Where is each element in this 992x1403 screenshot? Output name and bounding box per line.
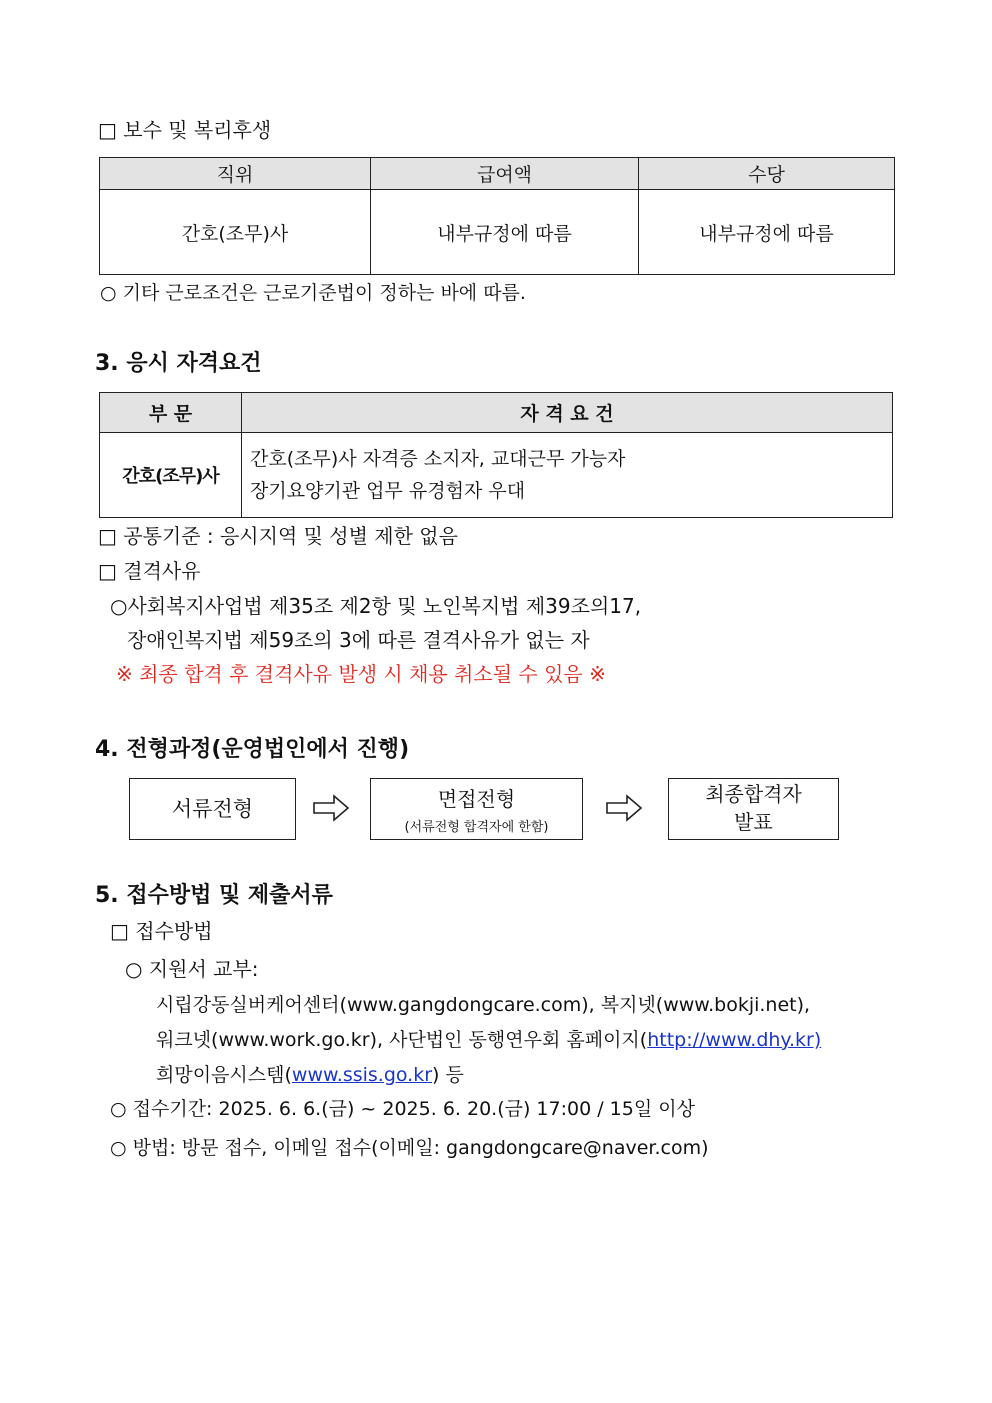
- process-step-final: [668, 778, 839, 840]
- distribution-line1: 시립강동실버케어센터(www.gangdongcare.com), 복지넷(www.bokji.net),: [156, 994, 811, 1016]
- method-heading: □ 접수방법: [110, 919, 213, 943]
- final-label-line2: 발표: [734, 810, 773, 834]
- qual-cell-dept: 간호(조무)사: [100, 433, 242, 518]
- pay-note: ○ 기타 근로조건은 근로기준법이 정하는 바에 따름.: [100, 282, 526, 304]
- qual-cell-req: [242, 433, 893, 518]
- process-step-document: 서류전형: [129, 778, 296, 840]
- distribution-line3-text: 희망이음시스템(: [156, 1064, 292, 1086]
- distribution-line3-tail: ) 등: [432, 1064, 464, 1086]
- arrow-right-icon: [312, 794, 350, 822]
- ssis-link[interactable]: www.ssis.go.kr: [291, 1064, 433, 1086]
- process-step-interview: [370, 778, 583, 840]
- disqualification-heading: □ 결격사유: [98, 559, 201, 583]
- pay-cell-salary: 내부규정에 따름: [371, 190, 639, 275]
- section4-title: 4. 전형과정(운영법인에서 진행): [95, 737, 410, 762]
- pay-col-salary: 급여액: [371, 158, 639, 190]
- application-method: ○ 방법: 방문 접수, 이메일 접수(이메일: gangdongcare@naver.com): [110, 1137, 709, 1159]
- distribution-line3: [156, 1060, 464, 1087]
- disqualification-warning: ※ 최종 합격 후 결격사유 발생 시 채용 취소될 수 있음 ※: [116, 662, 606, 686]
- section3-title: 3. 응시 자격요건: [95, 351, 262, 376]
- qual-req-line1: 간호(조무)사 자격증 소지자, 교대근무 가능자: [250, 448, 626, 470]
- interview-label: 면접전형: [437, 787, 516, 811]
- disqualification-line1: ○사회복지사업법 제35조 제2항 및 노인복지법 제39조의17,: [110, 594, 642, 618]
- arrow-right-icon: [605, 794, 643, 822]
- pay-cell-position: 간호(조무)사: [100, 190, 371, 275]
- pay-heading: □ 보수 및 복리후생: [98, 118, 272, 142]
- application-period: ○ 접수기간: 2025. 6. 6.(금) ~ 2025. 6. 20.(금) 17:00 / 15일 이상: [110, 1098, 695, 1120]
- section5-title: 5. 접수방법 및 제출서류: [95, 883, 333, 908]
- interview-note: (서류전형 합격자에 한함): [404, 820, 549, 835]
- distribution-label: ○ 지원서 교부:: [125, 957, 259, 981]
- qualification-table: [99, 392, 893, 518]
- distribution-line2-text: 워크넷(www.work.go.kr), 사단법인 동행연우회 홈페이지(: [156, 1029, 648, 1051]
- disqualification-line2: 장애인복지법 제59조의 3에 따른 결격사유가 없는 자: [127, 628, 590, 652]
- pay-cell-allowance: 내부규정에 따름: [639, 190, 895, 275]
- pay-col-position: 직위: [100, 158, 371, 190]
- distribution-line2: [156, 1025, 821, 1052]
- qual-header-dept: 부 문: [100, 393, 242, 433]
- common-criteria: □ 공통기준 : 응시지역 및 성별 제한 없음: [98, 524, 458, 548]
- pay-table: [99, 157, 895, 275]
- dhy-link[interactable]: http://www.dhy.kr): [647, 1029, 822, 1051]
- qual-req-line2: 장기요양기관 업무 유경험자 우대: [250, 480, 526, 502]
- qual-header-req: 자 격 요 건: [242, 393, 893, 433]
- pay-col-allowance: 수당: [639, 158, 895, 190]
- final-label-line1: 최종합격자: [705, 782, 802, 806]
